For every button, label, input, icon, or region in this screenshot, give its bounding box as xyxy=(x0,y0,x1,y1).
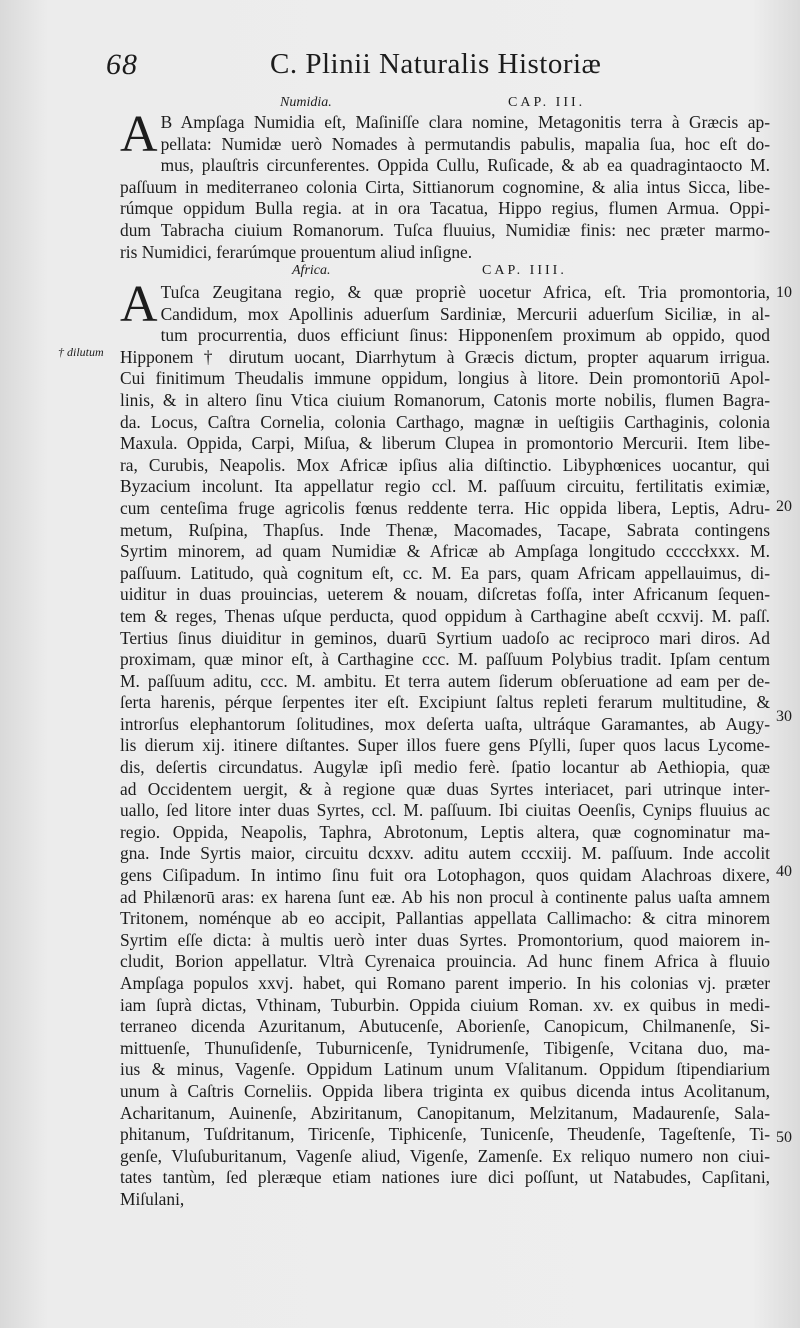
drop-cap: A xyxy=(120,276,158,333)
text-line: regio. Oppida, Neapolis, Taphra, Abrotonum, Leptis altera, quæ cognominatur ma- xyxy=(120,821,770,842)
line-number: 50 xyxy=(776,1129,792,1146)
text-line: Miſulani, xyxy=(120,1188,185,1209)
text-line: pellata: Numidæ uerò Nomades à permutandis pabulis, mapalia ſua, hoc eſt do- xyxy=(160,133,770,154)
text-line: uallo, ſed litore inter duas Syrtes, ccl. M. paſſuum. Ibi ciuitas Oeenſis, Cynips fluuius ac xyxy=(120,800,770,821)
text-line: uiditur in duas prouincias, ueterem & nouam, diſcretas foſſa, inter Africanum ſequen- xyxy=(120,584,770,605)
text-line: cum centeſima fruge agricolis fœnus reddente terra. Hic oppida libera, Leptis, Adru- xyxy=(120,497,770,518)
drop-cap: A xyxy=(120,106,158,163)
text-line: Acharitanum, Auinenſe, Abziritanum, Canopitanum, Melzitanum, Madaurenſe, Sala- xyxy=(120,1102,770,1123)
text-line: unum à Caſtris Corneliis. Oppida libera triginta ex quibus dicenda intus Acolitanum, xyxy=(120,1080,770,1101)
marginal-note: † dilutum xyxy=(58,345,104,359)
chapter-region: Numidia. xyxy=(280,95,332,110)
chapter-region: Africa. xyxy=(292,263,331,278)
chapter-number: CAP. III. xyxy=(508,95,586,110)
text-line: Hipponem † dirutum uocant, Diarrhytum à Græcis dictum, propter aquarum irrigua. xyxy=(120,346,770,367)
chapter-heading-numidia xyxy=(120,95,770,113)
line-number: 20 xyxy=(776,498,792,515)
text-line: Cui finitimum Theudalis immune oppidum, longius à litore. Dein promontoriū Apol- xyxy=(120,368,770,389)
text-line: A Tuſca Zeugitana regio, & quæ propriè uocetur Africa, eſt. Tria promontoria, xyxy=(120,276,770,333)
text-line: paſſuum. Latitudo, quà cognitum eſt, cc. M. Ea pars, quam Africam appellauimus, di- xyxy=(120,562,770,583)
text-line: ris Numidici, ferarúmque prouentum aliud inſigne. xyxy=(120,241,473,262)
text-line: da. Locus, Caſtra Cornelia, colonia Carthago, magnæ in ueſtigiis Carthaginis, colonia xyxy=(120,411,770,432)
text-line: cludit, Borion appellatur. Vltrà Cyrenaica prouincia. Ad hunc finem Africa à fluuio xyxy=(120,951,770,972)
text-line: proximam, quæ minor eſt, à Carthagine ccc. M. paſſuum Polybius tradit. Ipſam centum xyxy=(120,649,770,670)
page-header xyxy=(0,48,800,88)
running-title: C. Plinii Naturalis Historiæ xyxy=(270,48,602,80)
text-line: gens Ciſipadum. In intimo ſinu fuit ora Lotophagon, quos quidam Alachroas dixere, xyxy=(120,865,770,886)
text-line: introrſus elephantorum ſolitudines, mox deſerta uaſta, ultráque Garamantes, ab Augy- xyxy=(120,713,770,734)
text-line: lis dierum xij. itinere diſtantes. Super illos fuere gens Pſylli, ſuper quos lacus Lycome- xyxy=(120,735,770,756)
text-line: Candidum, mox Apollinis aduerſum Sardiniæ, Mercurii aduerſum Siciliæ, in al- xyxy=(160,303,770,324)
text-line: Ampſaga populos xxvj. habet, qui Romano parent imperio. In his colonias vj. præter xyxy=(120,973,770,993)
text-line: M. paſſuum aditu, ccc. M. ambitu. Et terra autem ſiderum obſeruatione ad eam per de- xyxy=(120,670,770,691)
line-number: 40 xyxy=(776,863,792,880)
text-line: ad Occidentem uergit, & à regione quæ duas Syrtes interiacet, pari utrinque inter- xyxy=(120,778,770,799)
text-line: terraneo dicenda Azuritanum, Abutucenſe, Aborienſe, Canopicum, Chilmanenſe, Si- xyxy=(120,1016,770,1037)
text-line: iam ſuprà dictas, Vthinam, Tuburbin. Oppida ciuium Roman. xv. ex quibus in medi- xyxy=(120,994,770,1015)
text-line: phitanum, Tuſdritanum, Tiricenſe, Tiphicenſe, Tunicenſe, Theudenſe, Tageſtenſe, Ti- xyxy=(120,1124,770,1145)
text-line: tem & reges, Thenas uſque perducta, quod oppidum à Carthagine abeſt ccxvij. M. paſſ. xyxy=(120,605,770,626)
text-line: ra, Curubis, Neapolis. Mox Africæ ipſius alia diſtinctio. Libyphœnices uocantur, qui xyxy=(120,454,770,475)
text-line: tum procurrentia, duos efficiunt ſinus: Hipponenſem proximum ab oppido, quod xyxy=(160,325,770,346)
text-line: Byzacium incolunt. Ita appellatur regio ccl. M. paſſuum circuitu, fertilitatis eximiæ, xyxy=(120,476,770,497)
text-line: A B Ampſaga Numidia eſt, Maſiniſſe clara nomine, Metagonitis terra à Græcis ap- xyxy=(120,106,770,163)
chapter-heading-africa xyxy=(120,263,770,281)
chapter-text-africa xyxy=(120,276,770,1232)
text-line: gna. Inde Syrtis maior, circuitu dcxxv. aditu autem cccxiij. M. paſſuum. Inde accolit xyxy=(120,843,770,864)
text-line: Tritonem, noménque ab eo accipit, Pallantias appellata Callimacho: & citra minorem xyxy=(120,908,770,929)
text-line: mus, plauſtris circunferentes. Oppida Cullu, Ruſicade, & ab ea quadragintaocto M. xyxy=(160,155,770,176)
text-line: rúmque oppidum Bulla regia. at in ora Tacatua, Hippo regius, flumen Armua. Oppi- xyxy=(120,198,770,219)
text-line: tates tantùm, ſed pleræque etiam nationes iure dici poſſunt, ut Natabudes, Capſitani, xyxy=(120,1167,770,1188)
text-line: metum, Ruſpina, Thapſus. Inde Thenæ, Macomades, Tacape, Sabrata contingens xyxy=(120,519,770,540)
text-line: dis, deſertis circundatus. Augylæ ipſi medio ferè. ſpatio locantur ab Aethiopia, quæ xyxy=(120,757,770,778)
text-line: genſe, Vluſuburitanum, Vagenſe aliud, Vigenſe, Zamenſe. Ex reliquo numero non ciui- xyxy=(120,1145,770,1166)
text-line: Syrtim minorem, ad quam Numidiæ & Africæ ab Ampſaga longitudo cccccłxxx. M. xyxy=(120,541,770,562)
text-line: Maxula. Oppida, Carpi, Miſua, & liberum Clupea in promontorio Mercurii. Item libe- xyxy=(120,433,770,454)
chapter-number: CAP. IIII. xyxy=(482,263,567,278)
chapter-text-numidia xyxy=(120,106,770,263)
text-line xyxy=(120,1211,770,1233)
text-line: ad Philænorū aras: ex harena ſunt eæ. Ab his non procul à continente palus uaſta amnem xyxy=(120,886,770,907)
line-number: 30 xyxy=(776,708,792,725)
line-number: 10 xyxy=(776,284,792,301)
text-line: linis, & in altero ſinu Vtica ciuium Romanorum, Catonis morte nobilis, flumen Bagra- xyxy=(120,389,770,410)
page-number: 68 xyxy=(106,48,138,81)
text-line: dum Tabracha ciuium Romanorum. Tuſca fluuius, Numidiæ finis: nec præter marmo- xyxy=(120,219,770,240)
text-line: Syrtim eſſe dicta: à multis uerò inter duas Syrtes. Promontorium, quod maiorem in- xyxy=(120,929,770,950)
text-line: ſerta harenis, pérque ſerpentes iter eſt. Excipiunt ſaltus repleti ferarum multitudine, & xyxy=(120,692,770,713)
text-line: paſſuum in mediterraneo colonia Cirta, Sittianorum cognomine, & alia intus Sicca, libe- xyxy=(120,176,770,197)
text-line: mittuenſe, Thunuſidenſe, Tuburnicenſe, Tynidrumenſe, Tibigenſe, Vcitana duo, ma- xyxy=(120,1037,770,1058)
text-line: ius & minus, Vagenſe. Oppidum Latinum unum Vſalitanum. Oppidum ſtipendiarium xyxy=(120,1059,770,1080)
text-line: Tertius ſinus diuiditur in geminos, duarū Syrtium uadoſo ac reciproco mari diros. Ad xyxy=(120,627,770,648)
